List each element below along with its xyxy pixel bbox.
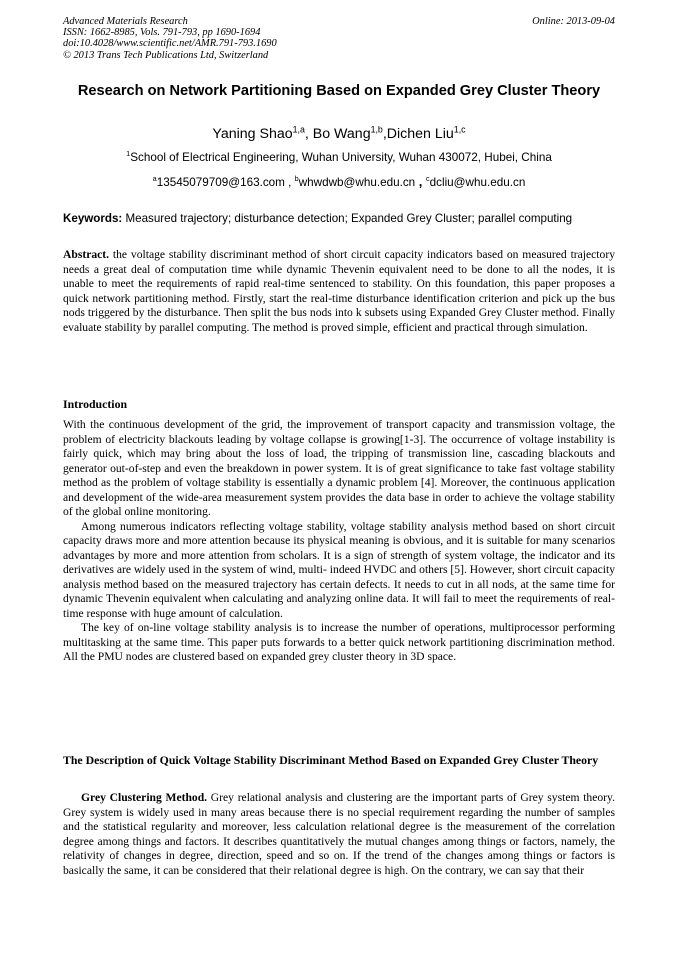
author-name: Yaning Shao [212,126,293,142]
paper-title: Research on Network Partitioning Based on Expanded Grey Cluster Theory [77,83,601,99]
section-body [63,791,615,878]
abstract [63,248,615,335]
email-address[interactable]: whwdwb@whu.edu.cn [298,176,416,189]
keywords-label: Keywords: [63,212,123,225]
email-mark: b [294,174,299,184]
section-heading-introduction: Introduction [63,397,128,411]
email-address[interactable]: 13545079709@163.com [156,176,285,189]
copyright-line: © 2013 Trans Tech Publications Ltd, Switzerland [63,49,269,61]
paragraph: Grey relational analysis and clustering are the important parts of Grey system theory. Grey system is widely used in many areas because there is no special requirement regarding the number of samples and the statistical regularity and moreover, less calculation relational degree is the measurement of the correlation degree among things and factors. It describes quantitatively the mutual changes among things or factors, namely, the relativity of changes in degree, direction, speed and so on. If the trend of the changes among things or factors is basically the same, it can be considered that their relational degree is high. On the contrary, we can say that their [63,791,615,877]
affiliation [63,151,615,165]
author-affiliation-mark: 1,a [292,124,305,135]
paragraph: Among numerous indicators reflecting voltage stability, voltage stability analysis method based on short circuit capacity draws more and more attention because its physical meaning is obvious, and it is suitable for many scenarios advantages by more and more attention from scholars. It is a sign of strength of system voltage, the indicator and its derivatives are widely used in the system of wind, multi- indeed HVDC and others [5]. However, short circuit capacity analysis method based on the measured trajectory has certain defects. It needs to cut in all nods, at the same time for dynamic Thevenin equivalent when calculating and analyzing online data. It will fail to meet the requirements of real-time response with huge amount of calculation. [63,519,615,620]
abstract-label: Abstract. [63,248,110,261]
keywords [63,212,623,226]
email-separator: , [415,174,427,189]
introduction-body [63,418,615,665]
author-emails [63,175,615,190]
issn-line: ISSN: 1662-8985, Vols. 791-793, pp 1690-1694 [63,27,261,39]
email-mark: a [152,174,157,184]
author-name: Dichen Liu [386,126,454,142]
doi-line: doi:10.4028/www.scientific.net/AMR.791-793.1690 [63,38,277,50]
journal-name: Advanced Materials Research [63,16,188,27]
affiliation-mark: 1 [126,149,131,159]
online-date: Online: 2013-09-04 [532,16,615,27]
affiliation-text: School of Electrical Engineering, Wuhan University, Wuhan 430072, Hubei, China [130,151,552,164]
author-list [63,125,615,143]
author-separator: , [382,126,387,142]
author-name: Bo Wang [312,126,371,142]
section-heading-method: The Description of Quick Voltage Stability Discriminant Method Based on Expanded Grey Cluster Theory [63,753,599,767]
subsection-lead: Grey Clustering Method. [81,791,208,804]
abstract-text: the voltage stability discriminant method of short circuit capacity indicators based on measured trajectory needs a great deal of computation time while dynamic Thevenin equivalent need to be done to all the nodes, it is unable to meet the requirements of rapid real-time sentenced to stability. On this foundation, this paper proposes a quick network partitioning method. Firstly, start the real-time disturbance identification criterion and pick up the bus nods triggered by the disturbance. Then split the bus nods into k subsets using Expanded Grey Cluster method. Finally evaluate stability by parallel computing. The method is proved simple, efficient and practical through simulation. [63,248,615,334]
email-separator: , [284,176,295,189]
paragraph: The key of on-line voltage stability analysis is to increase the number of operations, multiprocessor performing multitasking at the same time. This paper puts forwards to a better quick network partitioning discrimination method. All the PMU nodes are clustered based on expanded grey cluster theory in 3D space. [63,621,615,663]
author-affiliation-mark: 1,b [370,124,383,135]
keywords-text: Measured trajectory; disturbance detection; Expanded Grey Cluster; parallel computing [122,212,573,225]
email-mark: c [426,174,430,184]
paragraph: With the continuous development of the grid, the improvement of transport capacity and transmission voltage, the problem of electricity blackouts leading by voltage collapse is growing[1-3]. The occurrence of voltage instability is fairly quick, which may bring about the loss of load, the tripping of transmission line, cascading blackouts and generator out-of-step and even the breakdown in power system. It is of great significance to take fast voltage stability method as the problem of voltage stability is essentially a dynamic problem [4]. Moreover, the continuous application and development of the wide-area measurement system provides the data base in order to achieve the voltage stability of the global online monitoring. [63,418,615,518]
journal-header [63,16,615,61]
author-affiliation-mark: 1,c [453,124,466,135]
author-separator: , [304,126,313,142]
email-address[interactable]: dcliu@whu.edu.cn [429,176,526,189]
